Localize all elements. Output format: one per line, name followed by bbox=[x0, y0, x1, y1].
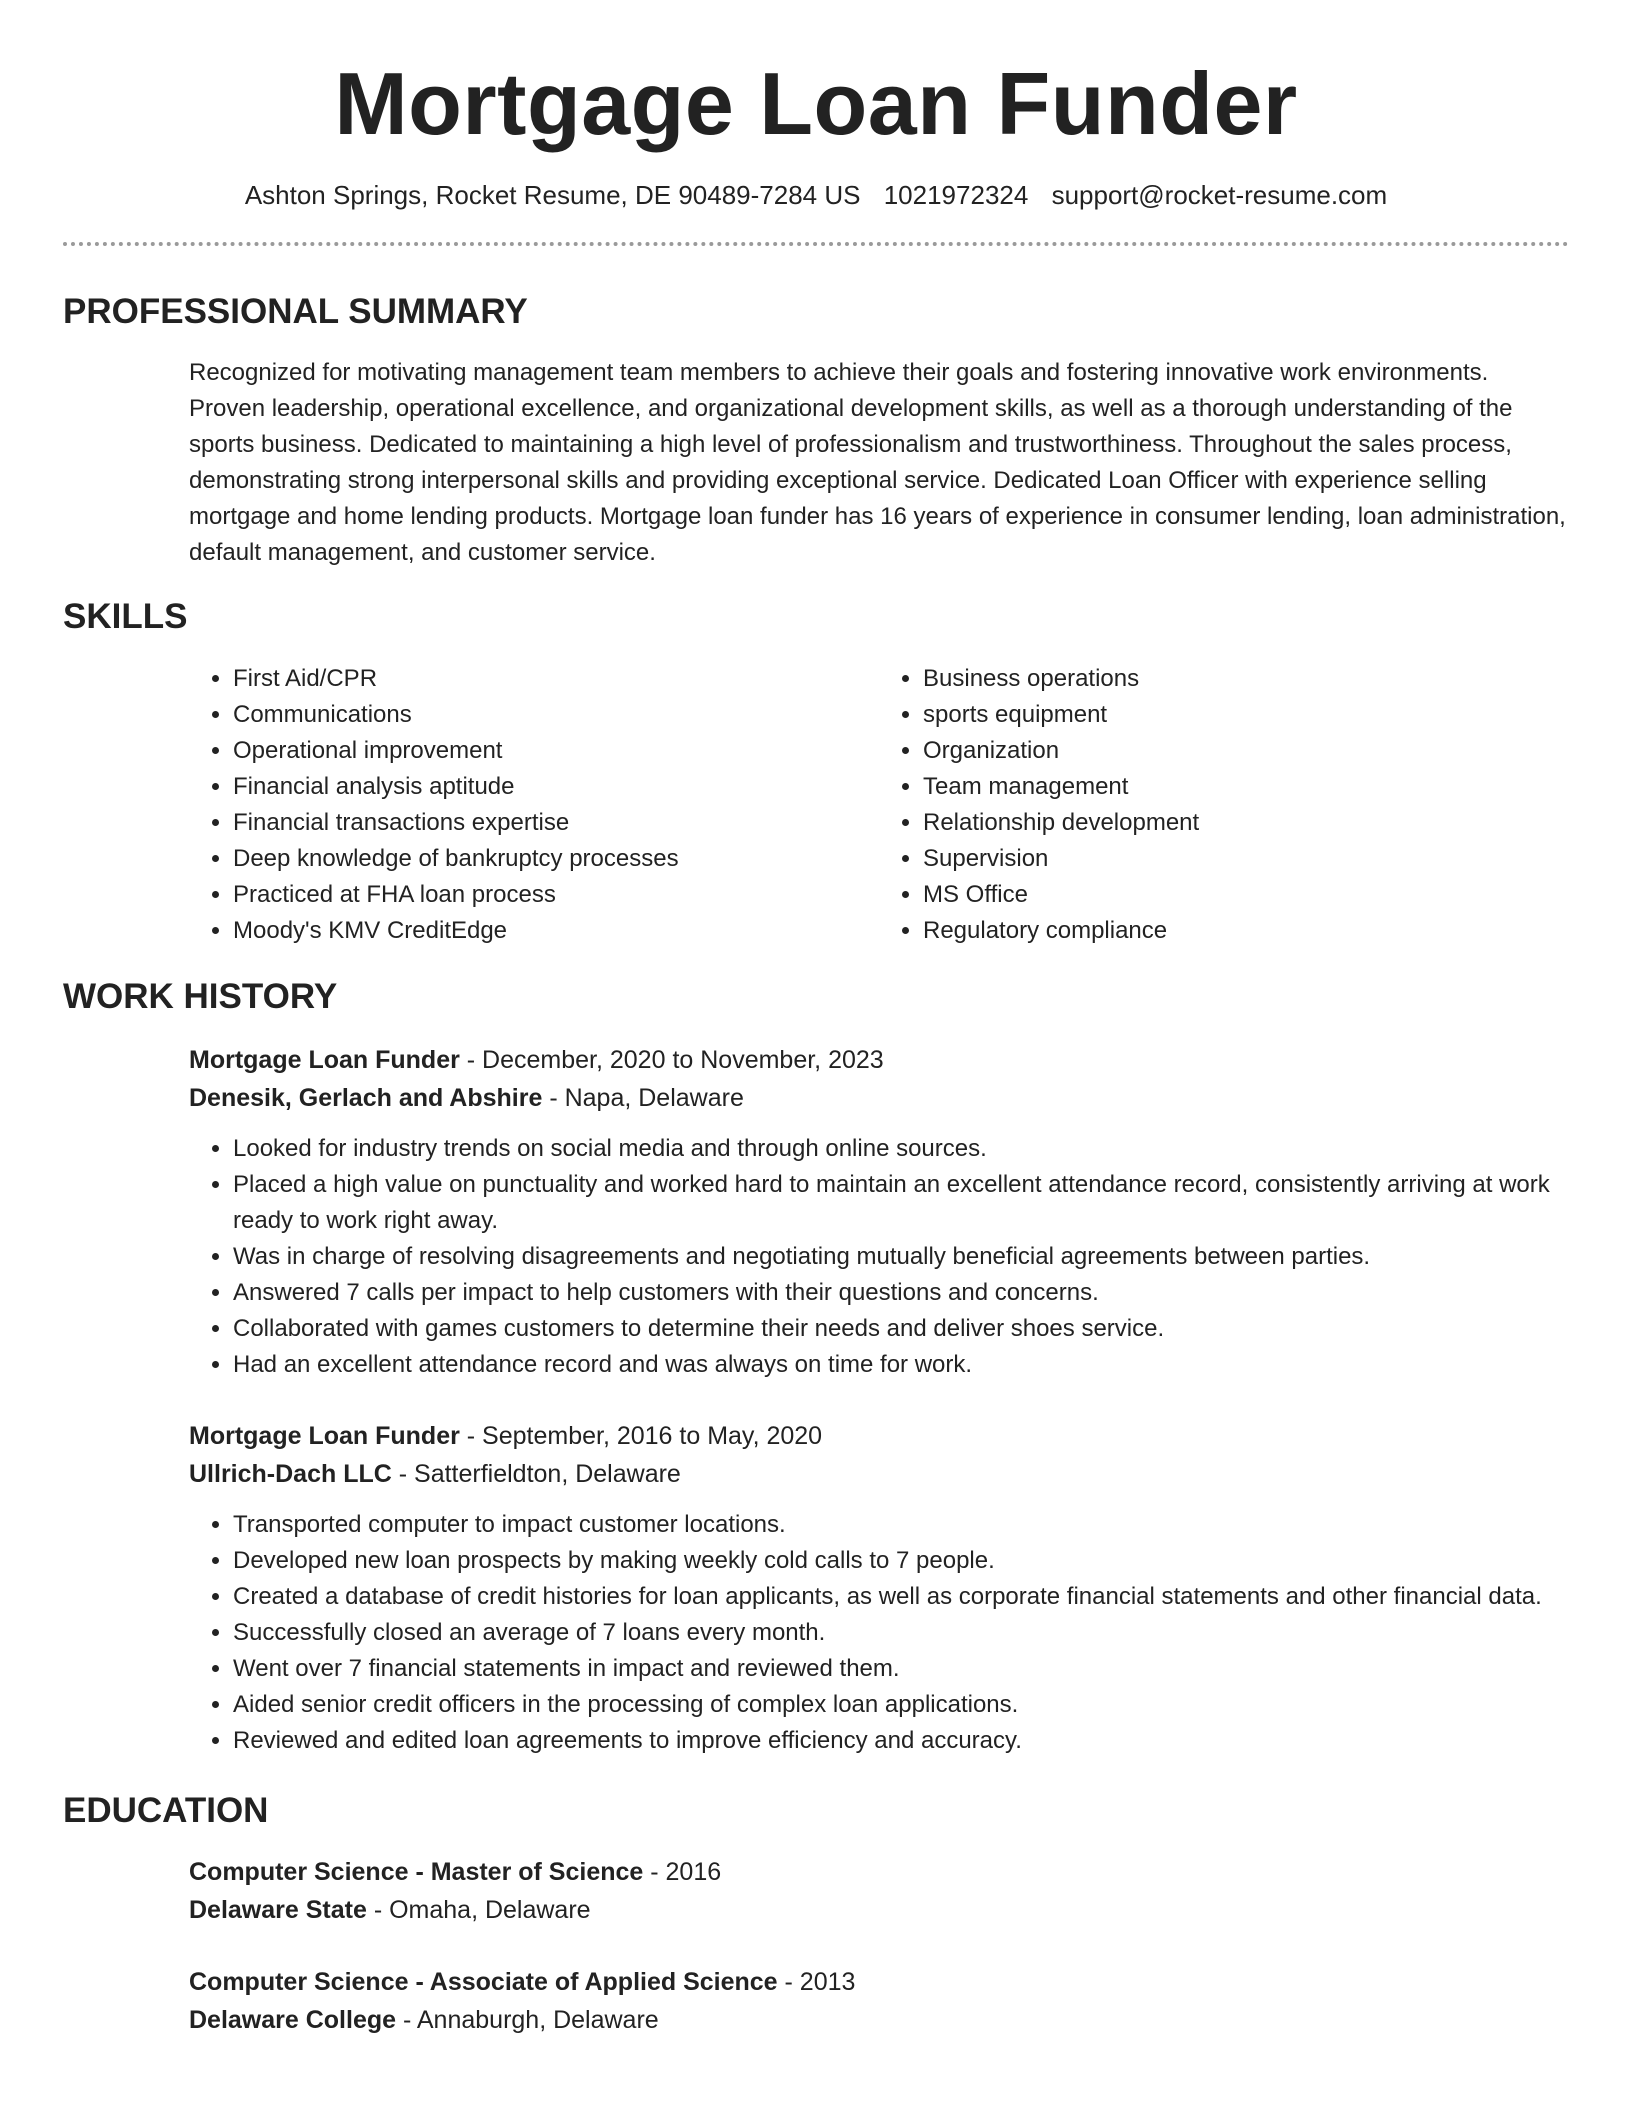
job-title-line bbox=[189, 1417, 1569, 1455]
job-location: - Satterfieldton, Delaware bbox=[391, 1460, 681, 1488]
job-bullet: • Answered 7 calls per impact to help customers with their questions and concerns. bbox=[233, 1275, 1569, 1311]
skill-item: • MS Office bbox=[923, 877, 1569, 913]
job-dates: - September, 2016 to May, 2020 bbox=[459, 1422, 823, 1450]
contact-address: Ashton Springs, Rocket Resume, DE 90489-7284 US bbox=[244, 180, 861, 210]
work-history-heading: WORK HISTORY bbox=[63, 977, 338, 1016]
job-company: Denesik, Gerlach and Abshire bbox=[189, 1084, 543, 1112]
school: Delaware College bbox=[189, 2006, 397, 2034]
summary-heading: PROFESSIONAL SUMMARY bbox=[63, 292, 528, 331]
job-bullet: • Created a database of credit histories for loan applicants, as well as corporate financial statements and other financial data. bbox=[233, 1579, 1569, 1615]
summary-text: Recognized for motivating management team members to achieve their goals and fostering innovative work environments. Proven leadership, operational excellence, and organizational development skills, as well as a thorough understanding of the sports business. Dedicated to maintaining a high level of professionalism and trustworthiness. Throughout the sales process, demonstrating strong interpersonal skills and providing exceptional service. Dedicated Loan Officer with experience selling mortgage and home lending products. Mortgage loan funder has 16 years of experience in consumer lending, loan administration, default management, and customer service. bbox=[189, 359, 1566, 566]
resume-name: Mortgage Loan Funder bbox=[334, 54, 1298, 153]
job-bullet: • Was in charge of resolving disagreements and negotiating mutually beneficial agreements between parties. bbox=[233, 1239, 1569, 1275]
job-company-line bbox=[189, 1079, 1569, 1117]
contact-line bbox=[0, 178, 1632, 212]
job-company-line bbox=[189, 1455, 1569, 1493]
skill-item: • Regulatory compliance bbox=[923, 913, 1569, 949]
degree: Computer Science - Master of Science bbox=[189, 1858, 644, 1886]
degree-line bbox=[189, 1963, 1569, 2001]
education-entry bbox=[189, 1853, 1569, 1929]
skill-item: • First Aid/CPR bbox=[233, 661, 879, 697]
job-entry bbox=[189, 1417, 1569, 1759]
job-bullet: • Went over 7 financial statements in impact and reviewed them. bbox=[233, 1651, 1569, 1687]
job-bullet: • Collaborated with games customers to determine their needs and deliver shoes service. bbox=[233, 1311, 1569, 1347]
skill-item: • Practiced at FHA loan process bbox=[233, 877, 879, 913]
job-bullet: • Aided senior credit officers in the processing of complex loan applications. bbox=[233, 1687, 1569, 1723]
education-entry bbox=[189, 1963, 1569, 2039]
job-bullet: • Transported computer to impact customer locations. bbox=[233, 1507, 1569, 1543]
skill-item: • Supervision bbox=[923, 841, 1569, 877]
degree-year: - 2016 bbox=[643, 1858, 722, 1886]
skill-item: • sports equipment bbox=[923, 697, 1569, 733]
school: Delaware State bbox=[189, 1896, 367, 1924]
skill-item: • Relationship development bbox=[923, 805, 1569, 841]
degree-year: - 2013 bbox=[777, 1968, 856, 1996]
skills-grid bbox=[189, 661, 1569, 949]
job-bullet: • Successfully closed an average of 7 loans every month. bbox=[233, 1615, 1569, 1651]
job-bullet: • Looked for industry trends on social media and through online sources. bbox=[233, 1131, 1569, 1167]
job-bullet: • Placed a high value on punctuality and worked hard to maintain an excellent attendance record, consistently arriving at work ready to work right away. bbox=[233, 1167, 1569, 1239]
degree-line bbox=[189, 1853, 1569, 1891]
school-line bbox=[189, 2001, 1569, 2039]
header-divider bbox=[63, 242, 1569, 246]
skill-item: • Organization bbox=[923, 733, 1569, 769]
skills-right-list bbox=[879, 661, 1569, 949]
skill-item: • Team management bbox=[923, 769, 1569, 805]
school-location: - Annaburgh, Delaware bbox=[396, 2006, 659, 2034]
education-heading: EDUCATION bbox=[63, 1791, 269, 1830]
skill-item: • Communications bbox=[233, 697, 879, 733]
skill-item: • Deep knowledge of bankruptcy processes bbox=[233, 841, 879, 877]
skill-item: • Financial analysis aptitude bbox=[233, 769, 879, 805]
job-entry bbox=[189, 1041, 1569, 1383]
skill-item: • Financial transactions expertise bbox=[233, 805, 879, 841]
job-role: Mortgage Loan Funder bbox=[189, 1422, 460, 1450]
job-role: Mortgage Loan Funder bbox=[189, 1046, 460, 1074]
job-location: - Napa, Delaware bbox=[542, 1084, 744, 1112]
skills-heading: SKILLS bbox=[63, 597, 188, 636]
job-bullet: • Developed new loan prospects by making weekly cold calls to 7 people. bbox=[233, 1543, 1569, 1579]
job-bullet: • Reviewed and edited loan agreements to improve efficiency and accuracy. bbox=[233, 1723, 1569, 1759]
job-bullets bbox=[189, 1507, 1569, 1759]
job-title-line bbox=[189, 1041, 1569, 1079]
school-line bbox=[189, 1891, 1569, 1929]
skill-item: • Operational improvement bbox=[233, 733, 879, 769]
job-bullets bbox=[189, 1131, 1569, 1383]
skill-item: • Business operations bbox=[923, 661, 1569, 697]
job-dates: - December, 2020 to November, 2023 bbox=[459, 1046, 884, 1074]
school-location: - Omaha, Delaware bbox=[366, 1896, 591, 1924]
job-company: Ullrich-Dach LLC bbox=[189, 1460, 392, 1488]
degree: Computer Science - Associate of Applied Science bbox=[189, 1968, 778, 1996]
skill-item: • Moody's KMV CreditEdge bbox=[233, 913, 879, 949]
contact-phone: 1021972324 bbox=[883, 180, 1029, 210]
skills-left-list bbox=[189, 661, 879, 949]
job-bullet: • Had an excellent attendance record and was always on time for work. bbox=[233, 1347, 1569, 1383]
contact-email[interactable]: support@rocket-resume.com bbox=[1051, 180, 1388, 210]
